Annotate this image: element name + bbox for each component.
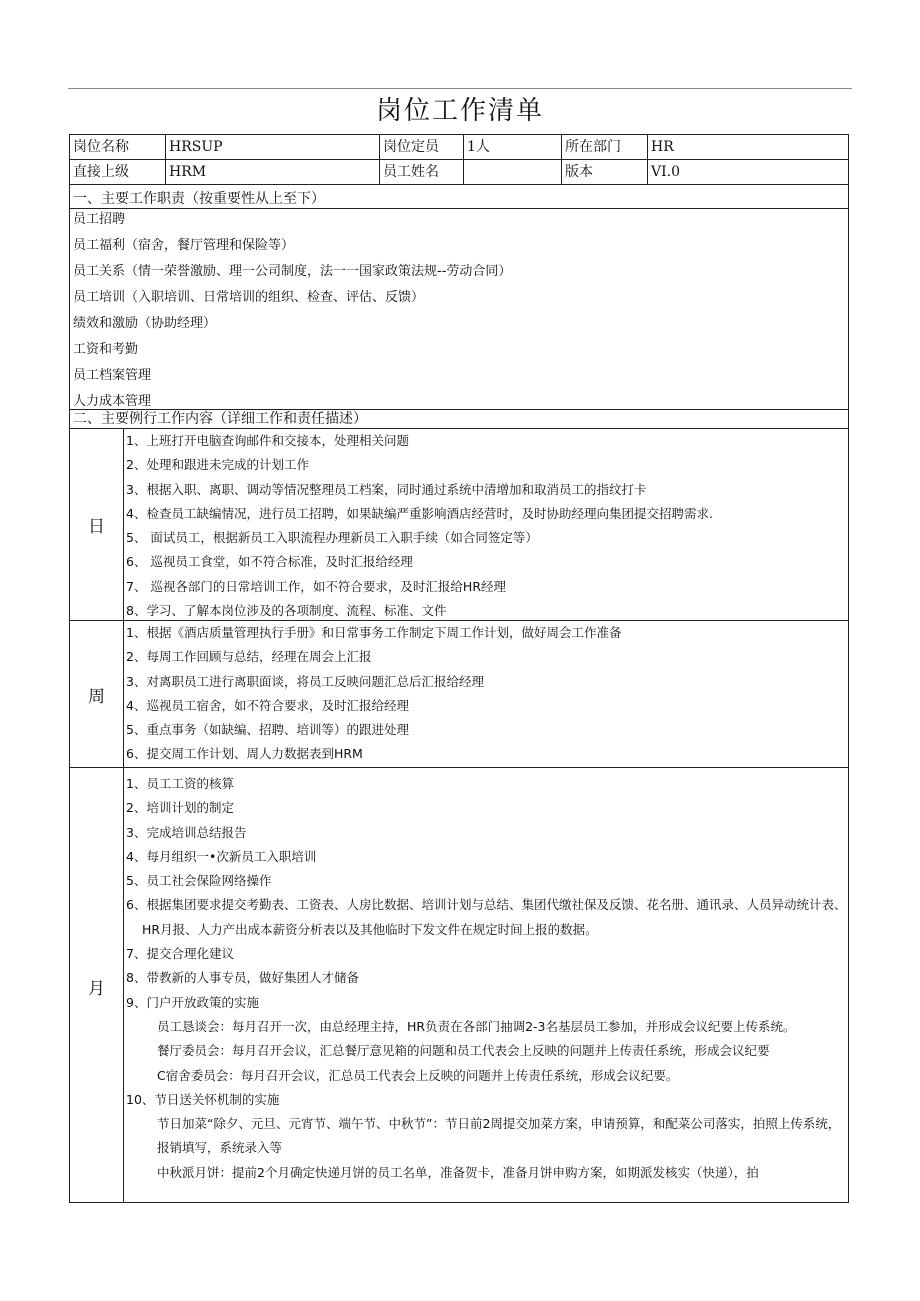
daily-item: 2、处理和跟进未完成的计划工作	[126, 457, 309, 473]
weekly-item: 1、根据《酒店质量管理执行手册》和日常事务工作制定下周工作计划，做好周会工作准备	[126, 625, 622, 640]
monthly-item: 8、带教新的人事专员，做好集团人才储备	[126, 970, 359, 986]
monthly-block	[70, 768, 849, 1203]
daily-item: 8、学习、了解本岗位涉及的各项制度、流程、标准、文件	[126, 603, 447, 619]
monthly-subitem: 中秋派月饼：提前2个月确定快递月饼的员工名单，准备贺卡，准备月饼申购方案，如期派发核实（快递），拍	[157, 1164, 759, 1180]
duty-item: 工资和考勤	[73, 342, 139, 357]
daily-item: 7、 巡视各部门的日常培训工作，如不符合要求，及时汇报给HR经理	[126, 578, 507, 594]
monthly-subitem: C宿舍委员会：每月召开会议，汇总员工代表会上反映的问题并上传责任系统，形成会议纪要。	[157, 1067, 679, 1083]
duty-item: 员工档案管理	[73, 368, 152, 383]
duties-list	[70, 210, 849, 410]
weekly-item: 6、提交周工作计划、周人力数据表到HRM	[126, 746, 363, 762]
daily-item: 3、根据入职、离职、调动等情况整理员工档案，同时通过系统中清增加和取消员工的指纹打卡	[126, 481, 647, 497]
duty-item: 员工招聘	[73, 212, 126, 227]
monthly-item: 10、节日送关怀机制的实施	[126, 1091, 280, 1107]
duty-item: 员工培训（入职培训、日常培训的组织、检查、评估、反馈）	[73, 290, 425, 305]
monthly-item: 5、员工社会保险网络操作	[126, 873, 272, 889]
version-label: 版本	[562, 160, 648, 184]
monthly-item: 3、完成培训总结报告	[126, 824, 247, 840]
weekly-items	[124, 621, 849, 767]
daily-item: 6、 巡视员工食堂，如不符合标准，及时汇报给经理	[126, 554, 413, 570]
top-rule	[68, 88, 852, 89]
position-name-label: 岗位名称	[70, 135, 166, 159]
weekly-item: 2、每周工作回顾与总结，经理在周会上汇报	[126, 649, 372, 665]
header-row-2	[70, 160, 849, 185]
weekly-item: 4、巡视员工宿舍，如不符合要求，及时汇报给经理	[126, 697, 409, 713]
monthly-item: 2、培训计划的制定	[126, 800, 234, 816]
supervisor-label: 直接上级	[70, 160, 166, 184]
headcount-label: 岗位定员	[380, 135, 464, 159]
monthly-label: 月	[70, 768, 124, 1203]
duty-item: 绩效和激励（协助经理）	[73, 316, 217, 331]
daily-label: 日	[70, 429, 124, 620]
daily-item: 1、上班打开电脑查询邮件和交接本，处理相关问题	[126, 433, 409, 448]
weekly-item: 3、对离职员工进行离职面谈，将员工反映问题汇总后汇报给经理	[126, 673, 484, 689]
monthly-item: 7、提交合理化建议	[126, 946, 234, 962]
duty-item: 人力成本管理	[73, 394, 152, 409]
employee-name-value	[464, 160, 562, 184]
section-duties-title: 一、主要工作职责（按重要性从上至下）	[70, 190, 849, 209]
monthly-item: 4、每月组织一•次新员工入职培训	[126, 848, 317, 864]
section-routine-title: 二、主要例行工作内容（详细工作和责任描述）	[70, 410, 849, 429]
daily-item: 5、 面试员工，根据新员工入职流程办理新员工入职手续（如合同签定等）	[126, 530, 538, 546]
monthly-item-text: 6、根据集团要求提交考勤表、工资表、人房比数据、培训计划与总结、集团代缴社保及反馈、花名册、通讯录、人员异动统计表、HR月报、人力产出成本薪资分析表以及其他临时下发文件在规定时间上报的数据。	[126, 897, 847, 937]
monthly-item: 1、员工工资的核算	[126, 776, 234, 791]
department-value: HR	[651, 139, 674, 155]
version-value: VI.0	[651, 164, 680, 180]
duty-item: 员工福利（宿舍，餐厅管理和保险等）	[73, 238, 295, 253]
monthly-subitem: 员工恳谈会：每月召开一次，由总经理主持，HR负责在各部门抽调2-3名基层员工参加，并形成会议纪要上传系统。	[157, 1018, 796, 1034]
job-list-table	[69, 134, 849, 1203]
monthly-subitem: 节日加菜“除夕、元旦、元宵节、端午节、中秋节”：节日前2周提交加菜方案，申请预算，和配菜公司落实，拍照上传系统，报销填写，系统录入等	[157, 1116, 841, 1156]
daily-item: 4、检查员工缺编情况，进行员工招聘，如果缺编严重影响酒店经营时，及时协助经理向集团提交招聘需求.	[126, 505, 713, 521]
employee-name-label: 员工姓名	[380, 160, 464, 184]
weekly-label: 周	[70, 621, 124, 767]
header-row-1	[70, 135, 849, 160]
daily-block	[70, 429, 849, 621]
daily-items	[124, 429, 849, 620]
position-name-value: HRSUP	[166, 135, 380, 159]
page-title: 岗位工作清单	[375, 96, 544, 126]
monthly-items	[124, 768, 849, 1203]
weekly-item: 5、重点事务（如缺编、招聘、培训等）的跟进处理	[126, 722, 409, 738]
headcount-value: 1人	[464, 135, 562, 159]
duty-item: 员工关系（情一荣誉激励、理一公司制度，法一一国家政策法规--劳动合同）	[73, 264, 512, 279]
monthly-subitem: 餐厅委员会：每月召开会议，汇总餐厅意见箱的问题和员工代表会上反映的问题并上传责任系统，形成会议纪要	[157, 1043, 770, 1059]
monthly-item	[124, 893, 849, 942]
supervisor-value: HRM	[166, 160, 380, 184]
weekly-block	[70, 621, 849, 768]
department-label: 所在部门	[562, 135, 648, 159]
monthly-item: 9、门户开放政策的实施	[126, 994, 259, 1010]
